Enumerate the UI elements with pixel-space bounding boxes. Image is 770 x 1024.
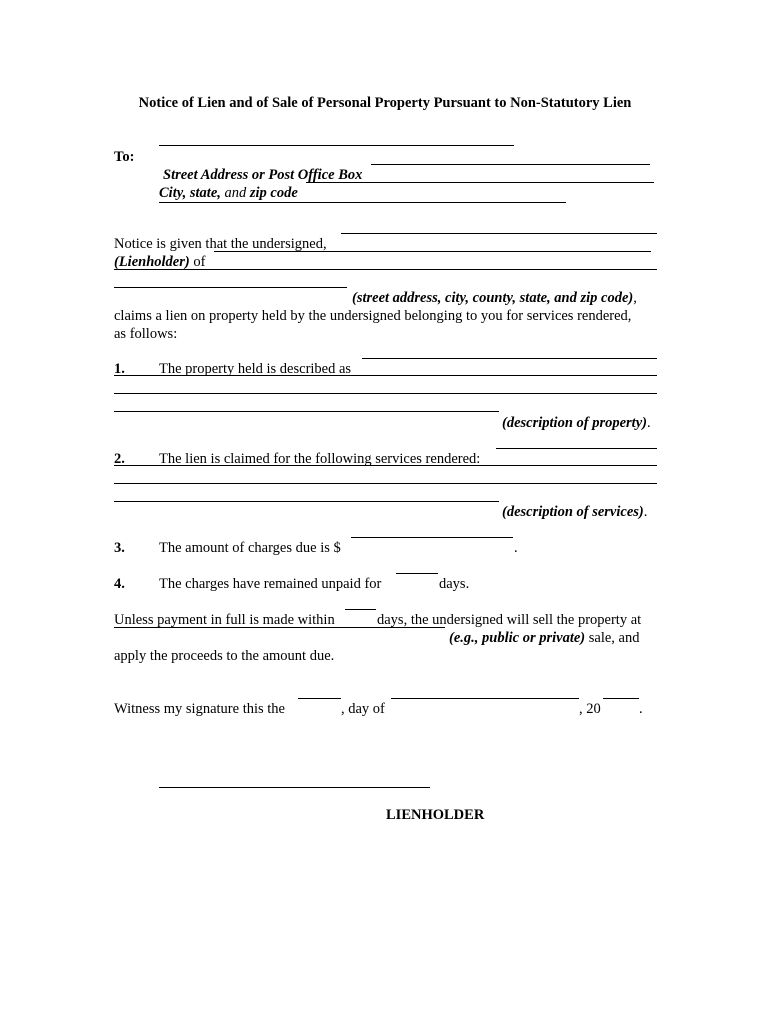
witness-period: . [639, 701, 643, 717]
witness-part-2: , day of [341, 701, 385, 717]
lienholder-address-line-2[interactable] [114, 287, 347, 288]
item-2-number: 2. [114, 451, 125, 467]
item-3-period: . [514, 540, 518, 556]
sale-type-hint [449, 629, 639, 647]
unless-part-2: days, the undersigned will sell the property at [377, 612, 642, 628]
item-4-days: days. [439, 576, 470, 592]
lienholder-name-line[interactable] [341, 233, 657, 234]
street-label: Street Address or Post Office Box [163, 167, 363, 183]
sale-type-hint-text: (e.g., public or private) [449, 630, 586, 646]
signature-line[interactable] [159, 787, 430, 788]
services-hint-period: . [643, 504, 648, 520]
property-description-line-4[interactable] [114, 411, 499, 412]
payment-days-line[interactable] [345, 609, 376, 610]
city-state-zip-label [159, 184, 298, 202]
zip-code-text: zip code [249, 185, 298, 201]
property-description-line-3[interactable] [114, 393, 657, 394]
item-1-text: The property held is described as [159, 361, 352, 377]
recipient-name-line[interactable] [159, 145, 514, 146]
unless-line-3: apply the proceeds to the amount due. [114, 648, 335, 664]
document-title: Notice of Lien and of Sale of Personal Property Pursuant to Non-Statutory Lien [138, 95, 632, 111]
property-description-line-1[interactable] [362, 358, 657, 359]
witness-day-line[interactable] [298, 698, 341, 699]
to-label: To: [114, 149, 135, 165]
item-3-number: 3. [114, 540, 125, 556]
item-2-text: The lien is claimed for the following services rendered: [159, 451, 481, 467]
item-1-number: 1. [114, 361, 125, 377]
unless-part-1: Unless payment in full is made within [114, 612, 335, 628]
witness-part-3: , 20 [579, 701, 601, 717]
address-hint-text: (street address, city, county, state, and zip code) [352, 290, 634, 306]
witness-year-line[interactable] [603, 698, 639, 699]
lienholder-of-line[interactable] [214, 251, 651, 252]
address-hint-comma: , [633, 290, 637, 306]
and-text: and [224, 185, 247, 201]
charges-amount-line[interactable] [351, 537, 513, 538]
notice-line-5: as follows: [114, 326, 178, 342]
property-hint-text: (description of property) [502, 415, 647, 431]
witness-month-line[interactable] [391, 698, 579, 699]
of-text: of [193, 254, 206, 270]
item-4-text: The charges have remained unpaid for [159, 576, 382, 592]
unpaid-days-line[interactable] [396, 573, 438, 574]
services-description-line-1[interactable] [496, 448, 657, 449]
services-hint-text: (description of services) [502, 504, 644, 520]
witness-part-1: Witness my signature this the [114, 701, 285, 717]
lienholder-address-line-1[interactable] [114, 269, 657, 270]
item-3-text: The amount of charges due is $ [159, 540, 341, 556]
property-hint [502, 414, 651, 432]
sale-type-line[interactable] [114, 627, 445, 628]
services-hint [502, 503, 647, 521]
sale-and-text: sale, and [588, 630, 640, 646]
city-state-text: City, state, [159, 185, 221, 201]
notice-line-1: Notice is given that the undersigned, [114, 236, 327, 252]
property-hint-period: . [646, 415, 651, 431]
services-description-line-3[interactable] [114, 483, 657, 484]
lienholder-text: (Lienholder) [114, 254, 190, 270]
address-hint [352, 289, 637, 307]
property-description-line-2[interactable] [114, 375, 657, 376]
lienholder-signature-label: LIENHOLDER [386, 807, 485, 823]
services-description-line-2[interactable] [114, 465, 657, 466]
city-state-zip-line[interactable] [306, 182, 654, 183]
street-address-line[interactable] [371, 164, 650, 165]
item-4-number: 4. [114, 576, 125, 592]
notice-line-4: claims a lien on property held by the undersigned belonging to you for services rendered, [114, 308, 632, 324]
services-description-line-4[interactable] [114, 501, 499, 502]
address-extra-line[interactable] [159, 202, 566, 203]
